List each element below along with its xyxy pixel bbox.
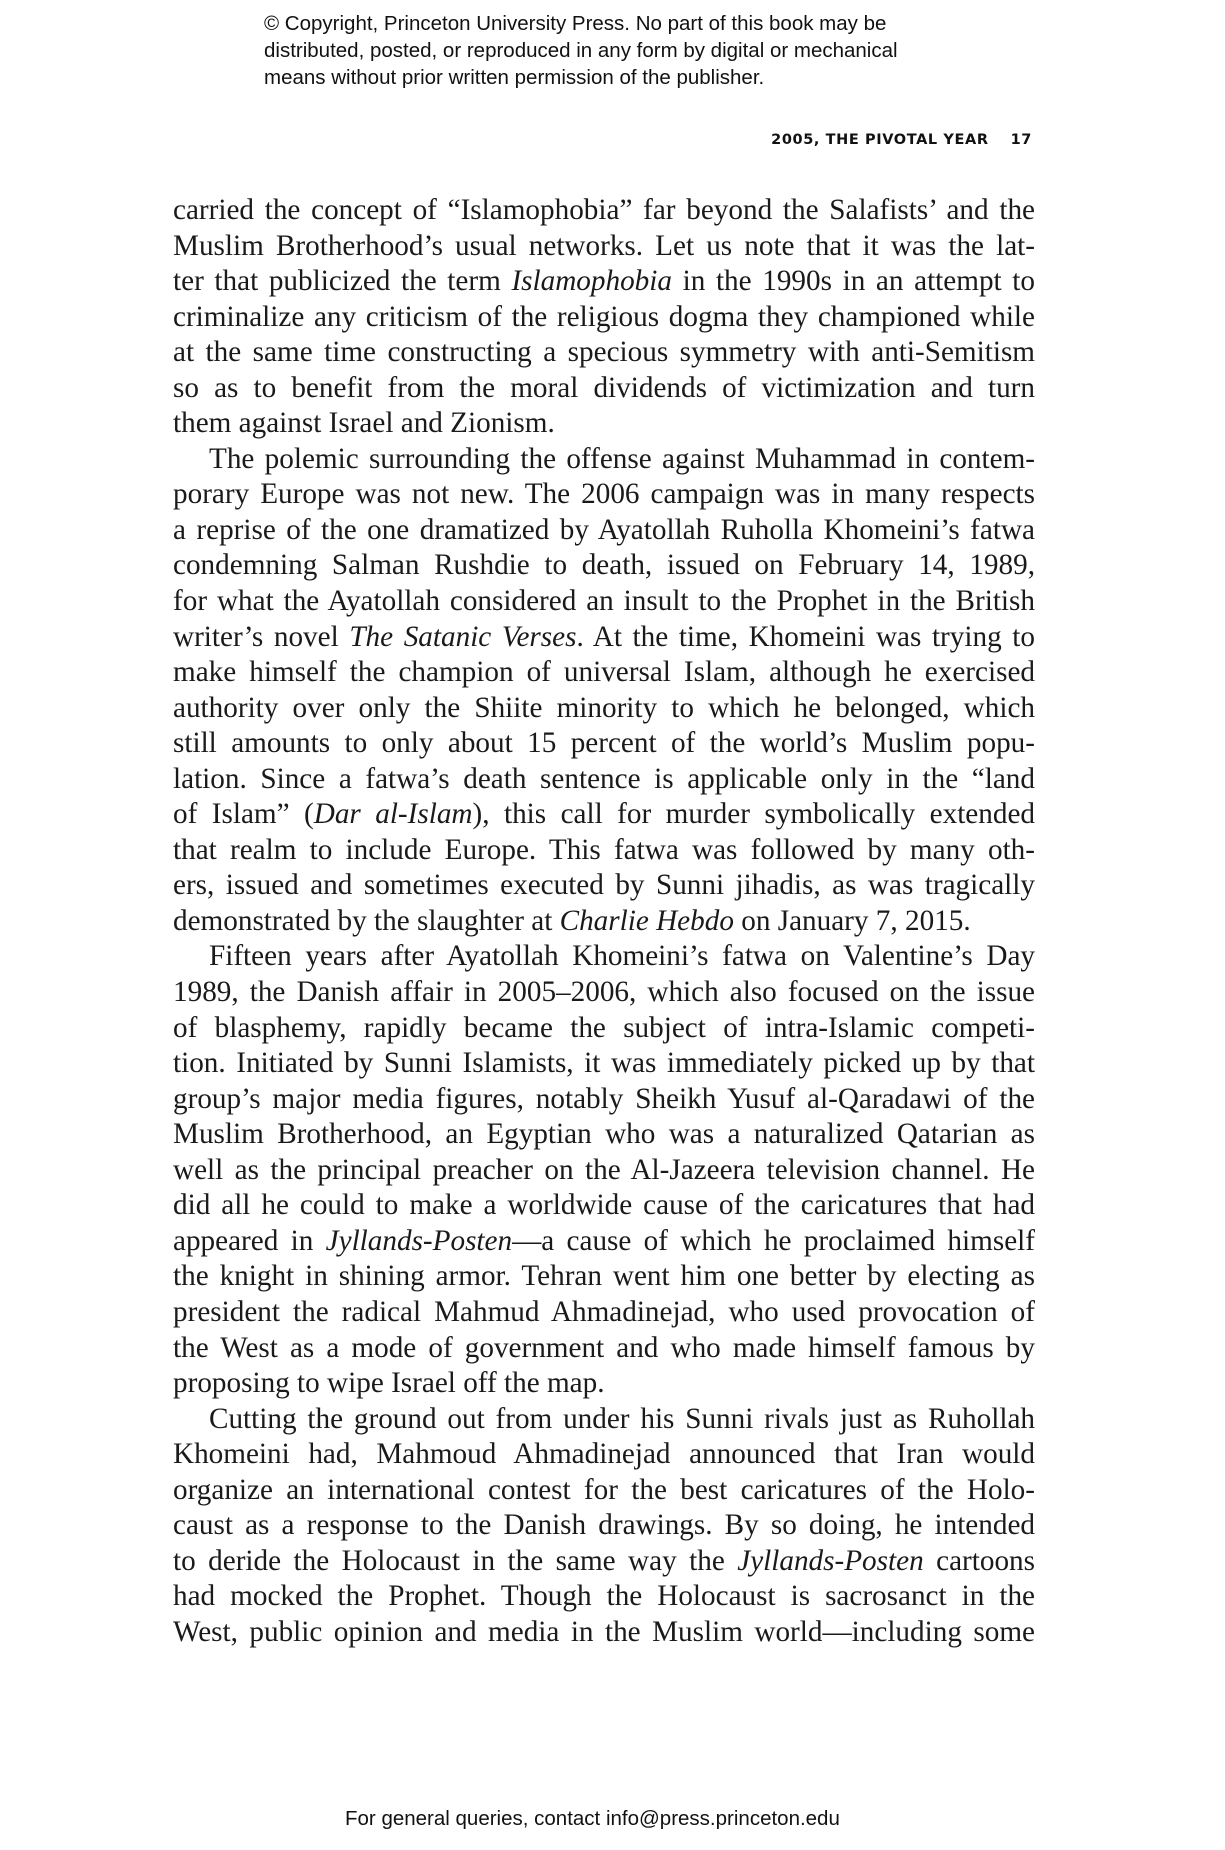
italic-title: Jyllands-Posten [737, 1544, 924, 1577]
contact-footer: For general queries, contact info@press.princeton.edu [345, 1807, 840, 1830]
text-line: the West as a mode of government and who made himself famous by [173, 1331, 1035, 1364]
text-line [173, 797, 1035, 833]
text-line: group’s major media figures, notably Sheikh Yusuf al-Qaradawi of the [173, 1082, 1035, 1115]
text-line: Fifteen years after Ayatollah Khomeini’s fatwa on Valentine’s Day [209, 940, 1035, 973]
text-line: still amounts to only about 15 percent of the world’s Muslim popu- [173, 727, 1035, 760]
text-line: 1989, the Danish affair in 2005–2006, which also focused on the issue [173, 976, 1035, 1009]
text-line: so as to benefit from the moral dividends of victimization and turn [173, 371, 1035, 404]
italic-title: Charlie Hebdo [559, 904, 734, 937]
text-line [173, 904, 1035, 940]
body-text [173, 193, 1035, 1650]
text-line: at the same time constructing a specious symmetry with anti-Semitism [173, 336, 1035, 369]
text-line: porary Europe was not new. The 2006 campaign was in many respects [173, 478, 1035, 511]
text-line: condemning Salman Rushdie to death, issued on February 14, 1989, [173, 549, 1035, 582]
text-line: tion. Initiated by Sunni Islamists, it was immediately picked up by that [173, 1047, 1035, 1080]
text-run: in the 1990s in an attempt to [671, 265, 1035, 298]
text-line [173, 1224, 1035, 1260]
text-run: demonstrated by the slaughter at [173, 904, 560, 937]
text-line: did all he could to make a worldwide cause of the caricatures that had [173, 1189, 1035, 1222]
copyright-notice-line: means without prior written permission of the publisher. [264, 66, 765, 89]
text-line: Cutting the ground out from under his Sunni rivals just as Ruhollah [209, 1402, 1035, 1435]
page-number: 17 [1010, 132, 1032, 148]
text-line: Muslim Brotherhood, an Egyptian who was a naturalized Qatarian as [173, 1118, 1035, 1151]
paragraph [173, 442, 1035, 940]
italic-term: Islamophobia [511, 265, 672, 298]
text-line [173, 1544, 1035, 1580]
text-run: of Islam” ( [173, 798, 314, 831]
text-run: . At the time, Khomeini was trying to [576, 620, 1035, 653]
text-line: of blasphemy, rapidly became the subject of intra-Islamic competi- [173, 1011, 1035, 1044]
text-line: authority over only the Shiite minority to which he belonged, which [173, 691, 1035, 724]
text-line: West, public opinion and media in the Muslim world—including some [173, 1615, 1035, 1648]
text-run: appeared in [173, 1224, 326, 1257]
text-line: president the radical Mahmud Ahmadinejad, who used provocation of [173, 1295, 1035, 1328]
text-line: carried the concept of “Islamophobia” far beyond the Salafists’ and the [173, 194, 1035, 226]
italic-title: The Satanic Verses [349, 620, 577, 653]
text-line [173, 264, 1035, 300]
text-run: to deride the Holocaust in the same way the [173, 1544, 738, 1577]
running-head-title: 2005, THE PIVOTAL YEAR [771, 132, 989, 148]
text-line: Khomeini had, Mahmoud Ahmadinejad announced that Iran would [173, 1438, 1035, 1471]
text-run: cartoons [923, 1544, 1035, 1577]
text-line: proposing to wipe Israel off the map. [173, 1367, 605, 1400]
text-line: ers, issued and sometimes executed by Sunni jihadis, as was tragically [173, 869, 1035, 902]
text-line: well as the principal preacher on the Al-Jazeera television channel. He [173, 1153, 1035, 1186]
text-line: lation. Since a fatwa’s death sentence is applicable only in the “land [173, 762, 1035, 795]
paragraph [173, 939, 1035, 1401]
copyright-notice-line: © Copyright, Princeton University Press. No part of this book may be [264, 12, 887, 35]
text-line: The polemic surrounding the offense against Muhammad in contem- [209, 442, 1035, 475]
text-run: ter that publicized the term [173, 265, 512, 298]
text-line: Muslim Brotherhood’s usual networks. Let us note that it was the lat- [173, 229, 1035, 262]
text-run: —a cause of which he proclaimed himself [512, 1224, 1035, 1257]
running-head [771, 132, 1032, 148]
text-line: caust as a response to the Danish drawings. By so doing, he intended [173, 1509, 1035, 1542]
italic-term: Dar al-Islam [313, 798, 473, 831]
text-line: them against Israel and Zionism. [173, 407, 555, 440]
text-run: ), this call for murder symbolically extended [472, 798, 1035, 831]
text-line: organize an international contest for the best caricatures of the Holo- [173, 1473, 1035, 1506]
text-line: make himself the champion of universal Islam, although he exercised [173, 656, 1035, 689]
text-line [173, 620, 1035, 656]
text-run: on January 7, 2015. [733, 904, 971, 937]
paragraph [173, 193, 1035, 442]
copyright-notice-line: distributed, posted, or reproduced in any form by digital or mechanical [264, 39, 898, 62]
text-line: criminalize any criticism of the religious dogma they championed while [173, 300, 1035, 333]
text-line: had mocked the Prophet. Though the Holocaust is sacrosanct in the [173, 1580, 1035, 1613]
text-line: for what the Ayatollah considered an insult to the Prophet in the British [173, 585, 1035, 618]
text-line: a reprise of the one dramatized by Ayatollah Ruholla Khomeini’s fatwa [173, 513, 1035, 546]
italic-title: Jyllands-Posten [325, 1224, 513, 1257]
text-run: writer’s novel [173, 620, 350, 653]
copyright-notice [264, 10, 984, 91]
paragraph [173, 1402, 1035, 1651]
text-line: that realm to include Europe. This fatwa was followed by many oth- [173, 833, 1035, 866]
text-line: the knight in shining armor. Tehran went him one better by electing as [173, 1260, 1035, 1293]
